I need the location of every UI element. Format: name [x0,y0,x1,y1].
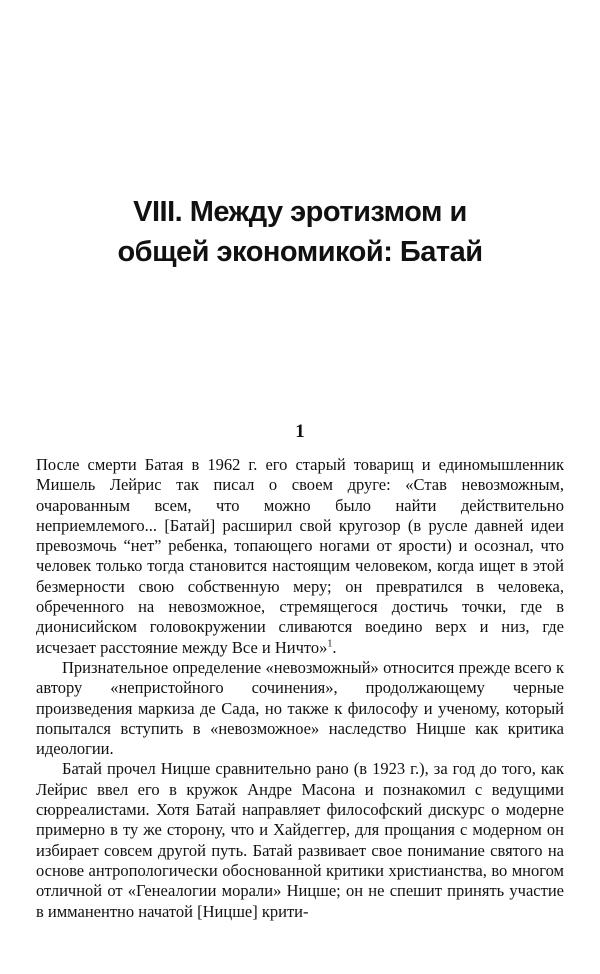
chapter-title [40,192,560,272]
footnote-marker: 1 [327,638,333,650]
paragraph-1 [36,455,564,658]
paragraph-1-text: После смерти Батая в 1962 г. его старый товарищ и единомышленник Мишель Лейрис так писал о своем друге: «Став невозможным, очарованным всем, что можно было найти действительно неприемлемого... [Батай] расширил свой кругозор (в русле давней идеи превозмочь “нет” ребенка, топающего ногами от ярости) и осознал, что человек только тогда становится настоящим человеком, когда ищет в этой безмерности свою собственную меру; он превратился в человека, обреченного на невозможное, стремящегося достичь точки, где в дионисийском головокружении сливаются воедино верх и низ, где исчезает расстояние между Все и Ничто» [36,455,564,657]
body-text [36,455,564,922]
chapter-title-line-2: общей экономикой: Батай [117,236,483,268]
paragraph-3: Батай прочел Ницше сравнительно рано (в 1923 г.), за год до того, как Лейрис ввел его в кружок Андре Масона и познакомил с ведущими сюрреалистами. Хотя Батай направляет философский дискурс о модерне примерно в ту же сторону, что и Хайдеггер, для прощания с модерном он избирает совсем другой путь. Батай развивает свое понимание святого на основе антропологически обоснованной критики христианства, во многом отличной от «Генеалогии морали» Ницше; он не спешит принять участие в имманентно начатой [Ницше] крити- [36,759,564,921]
paragraph-2: Признательное определение «невозможный» относится прежде всего к автору «непристойного сочинения», продолжающему черные произведения маркиза де Сада, но также к философу и ученому, который попытался вступить в «невозможное» наследство Ницше как критика идеологии. [36,657,564,759]
paragraph-1-end: . [332,637,337,657]
chapter-title-line-1: VIII. Между эротизмом и [133,196,467,228]
section-number: 1 [295,421,305,442]
